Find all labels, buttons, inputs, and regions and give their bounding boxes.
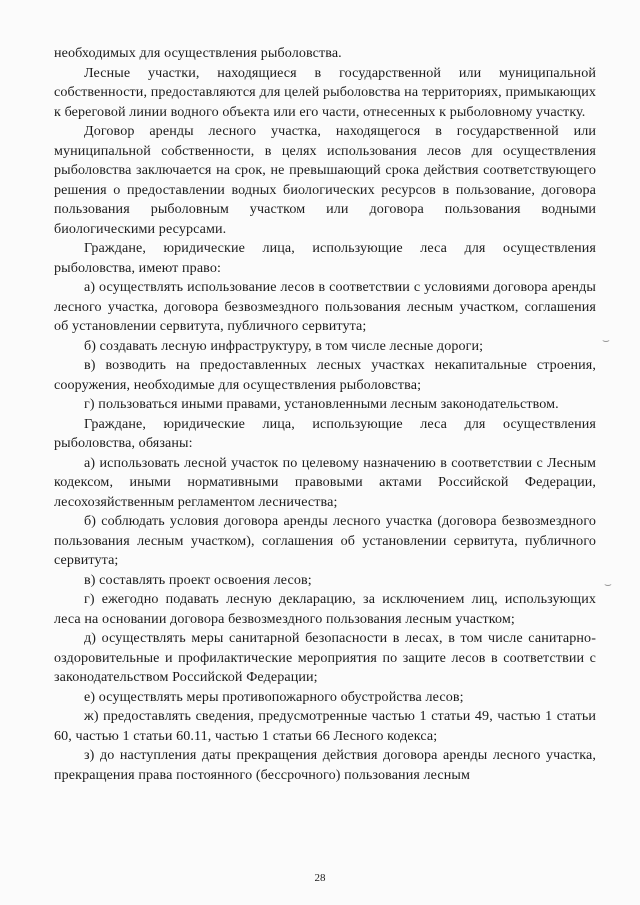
duties-item-g: г) ежегодно подавать лесную декларацию, за исключением лиц, использующих леса на основании договора безвозмездного пользования лесным участком; [54,591,596,627]
rights-item-g: г) пользоваться иными правами, установленными лесным законодательством. [84,396,559,412]
duties-item-zh: ж) предоставлять сведения, предусмотренные частью 1 статьи 49, частью 1 статьи 60, частью 1 статьи 60.11, частью 1 статьи 66 Лесного кодекса; [54,708,596,744]
paragraph-lease-agreement: Договор аренды лесного участка, находящегося в государственной или муниципальной собственности, в целях использования лесов для осуществления рыболовства заключается на срок, не превышающий срока действия соответствующего решения о предоставлении водных биологических ресурсов в пользование, договора пользования рыболовным участком или договора пользования водными биологическими ресурсами. [54,123,596,237]
paragraph-forest-plots: Лесные участки, находящиеся в государственной или муниципальной собственности, предоставляются для целей рыболовства на территориях, примыкающих к береговой линии водного объекта или его части, отнесенных к рыболовному участку. [54,64,596,120]
scan-mark-icon: ⌣ [602,333,610,347]
paragraph-duties-intro: Граждане, юридические лица, использующие леса для осуществления рыболовства, обязаны: [54,415,596,451]
page-number: 28 [314,872,326,884]
paragraph-rights-intro: Граждане, юридические лица, использующие леса для осуществления рыболовства, имеют право: [54,240,596,276]
duties-item-d: д) осуществлять меры санитарной безопасности в лесах, в том числе санитарно-оздоровительные и профилактические мероприятия по защите лесов в соответствии с законодательством Российской Федерации; [54,630,596,685]
rights-item-b: б) создавать лесную инфраструктуру, в том числе лесные дороги; [84,337,484,354]
scan-mark-icon: ⌣ [604,577,612,591]
paragraph-continuation: необходимых для осуществления рыболовства. [54,45,342,61]
duties-item-a: а) использовать лесной участок по целевому назначению в соответствии с Лесным кодексом, иными нормативными правовыми актами Российской Федерации, лесохозяйственным регламентом лесничества; [54,454,596,510]
duties-item-z: з) до наступления даты прекращения действия договора аренды лесного участка, прекращения права постоянного (бессрочного) пользования лесным [54,747,596,783]
rights-item-v: в) возводить на предоставленных лесных участках некапитальные строения, сооружения, необходимые для осуществления рыболовства; [54,357,596,393]
duties-item-b: б) соблюдать условия договора аренды лесного участка (договора безвозмездного пользования лесным участком), соглашения об установлении сервитута, публичного сервитута; [54,513,596,568]
duties-item-v: в) составлять проект освоения лесов; [84,571,312,588]
rights-item-a: а) осуществлять использование лесов в соответствии с условиями договора аренды лесного участка, договора безвозмездного пользования лесным участком, соглашения об установлении сервитута, публичного сервитута; [54,279,596,334]
duties-item-e: е) осуществлять меры противопожарного обустройства лесов; [84,688,464,705]
